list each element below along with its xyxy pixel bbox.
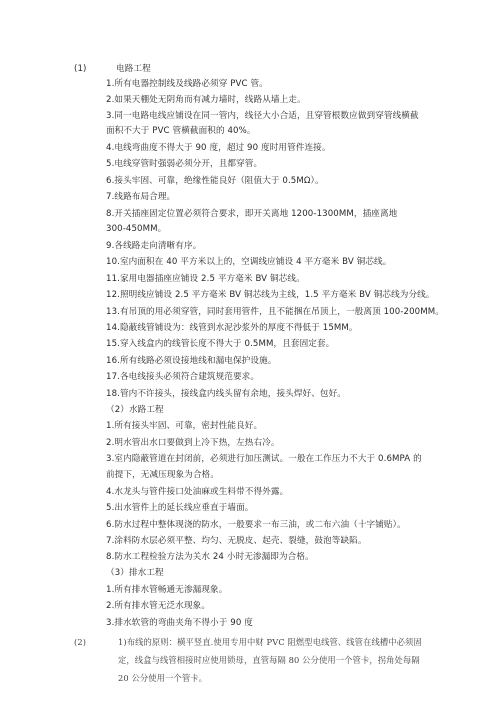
- body-line: 15.穿入线盒内的线管长度不得大于 0.5MM，且套固定套。: [106, 339, 335, 349]
- body-line: 4.水龙头与管件接口处油麻或生料带不得外露。: [106, 487, 289, 497]
- body-line: 2.如果天棚处无阴角而有减力墙时，线路从墙上走。: [106, 95, 306, 105]
- body-line: 9.各线路走向清晰有序。: [106, 241, 202, 251]
- body-line: 面积不大于 PVC 管横截面积的 40%。: [106, 126, 256, 136]
- section-1-title: 电路工程: [116, 64, 151, 74]
- body-line: 11.家用电器插座应铺设 2.5 平方毫米 BV 铜芯线。: [106, 274, 305, 284]
- section-3-heading: （3）排水工程: [106, 568, 164, 578]
- body-line: 8.开关插座固定位置必须符合要求，即开关离地 1200-1300MM，插座离地: [106, 209, 398, 219]
- body-line: 6.接头牢固、可靠，绝缘性能良好（阻值大于 0.5MΩ）。: [106, 176, 324, 186]
- body-line: 12.照明线应铺设 2.5 平方毫米 BV 铜芯线为主线，1.5 平方毫米 BV 铜芯线为分线。: [106, 290, 435, 300]
- body-line: 18.管内不许接头，接线盒内线头留有余地，接头焊好、包好。: [106, 389, 347, 399]
- body-line: 16.所有线路必须设接地线和漏电保护设施。: [106, 356, 277, 366]
- body-line: 1.所有排水管畅通无渗漏现象。: [106, 585, 228, 595]
- body-line: 7.涂料防水层必须平整、均匀、无脱皮、起壳、裂缝，鼓泡等缺陷。: [106, 536, 367, 546]
- body-line: 6.防水过程中整体现浇的防水，一般要求一布三油，或二布六油（十字铺贴）。: [106, 520, 406, 530]
- body-line: 14.隐蔽线管铺设为：线管到水泥沙浆外的厚度不得低于 15MM。: [106, 323, 358, 333]
- section-1-heading: [74, 63, 151, 75]
- body-line: 2.明水管出水口要做到上冷下热，左热右冷。: [106, 438, 280, 448]
- body-line: 8.防水工程检验方法为关水 24 小时无渗漏即为合格。: [106, 552, 314, 562]
- body-line: 17.各电线接头必须符合建筑规范要求。: [106, 372, 260, 382]
- body-line: 4.电线弯曲度不得大于 90 度，超过 90 度时用管件连接。: [106, 143, 331, 153]
- body-line: 定，线盒与线管相接时应使用锁母，直管每隔 80 公分使用一个管卡，拐角处每隔: [118, 655, 420, 665]
- body-line: 1.所有接头牢固、可靠，密封性能良好。: [106, 421, 263, 431]
- section-4-number: (2): [74, 637, 87, 647]
- body-line: 3.排水软管的弯曲夹角不得小于 90 度: [106, 618, 253, 628]
- body-line: 10.室内面积在 40 平方米以上的，空调线应铺设 4 平方毫米 BV 铜芯线。: [106, 257, 392, 267]
- section-2-heading: （2）水路工程: [106, 405, 164, 415]
- body-line: 13.有吊顶的用必须穿管，同时套用管件，且不能捆在吊顶上，一般离顶 100-200MM。: [106, 307, 444, 317]
- body-line: 2.所有排水管无泛水现象。: [106, 601, 211, 611]
- body-line: 5.电线穿管时强弱必须分开，且都穿管。: [106, 159, 263, 169]
- section-1-number: (1): [74, 64, 87, 74]
- body-line: 20 公分使用一个管卡。: [118, 673, 208, 683]
- body-line: 3.室内隐蔽管道在封闭前，必须进行加压测试。一般在工作压力不大于 0.6MPA 的: [106, 454, 422, 464]
- body-line: 1.所有电器控制线及线路必须穿 PVC 管。: [106, 79, 268, 89]
- body-line: 3.同一电路电线应铺设在同一管内，线径大小合适，且穿管根数应做到穿管线横截: [106, 111, 419, 121]
- body-line: 前提下，无减压现象为合格。: [106, 470, 220, 480]
- body-line: 5.出水管件上的延长线应垂直于墙面。: [106, 503, 254, 513]
- body-line: 7.线路布局合理。: [106, 192, 176, 202]
- body-line: 1)布线的原则：横平竖直.使用专用中财 PVC 阻燃型电线管、线管在线槽中必须固: [118, 637, 422, 647]
- body-line: 300-450MM。: [106, 224, 167, 234]
